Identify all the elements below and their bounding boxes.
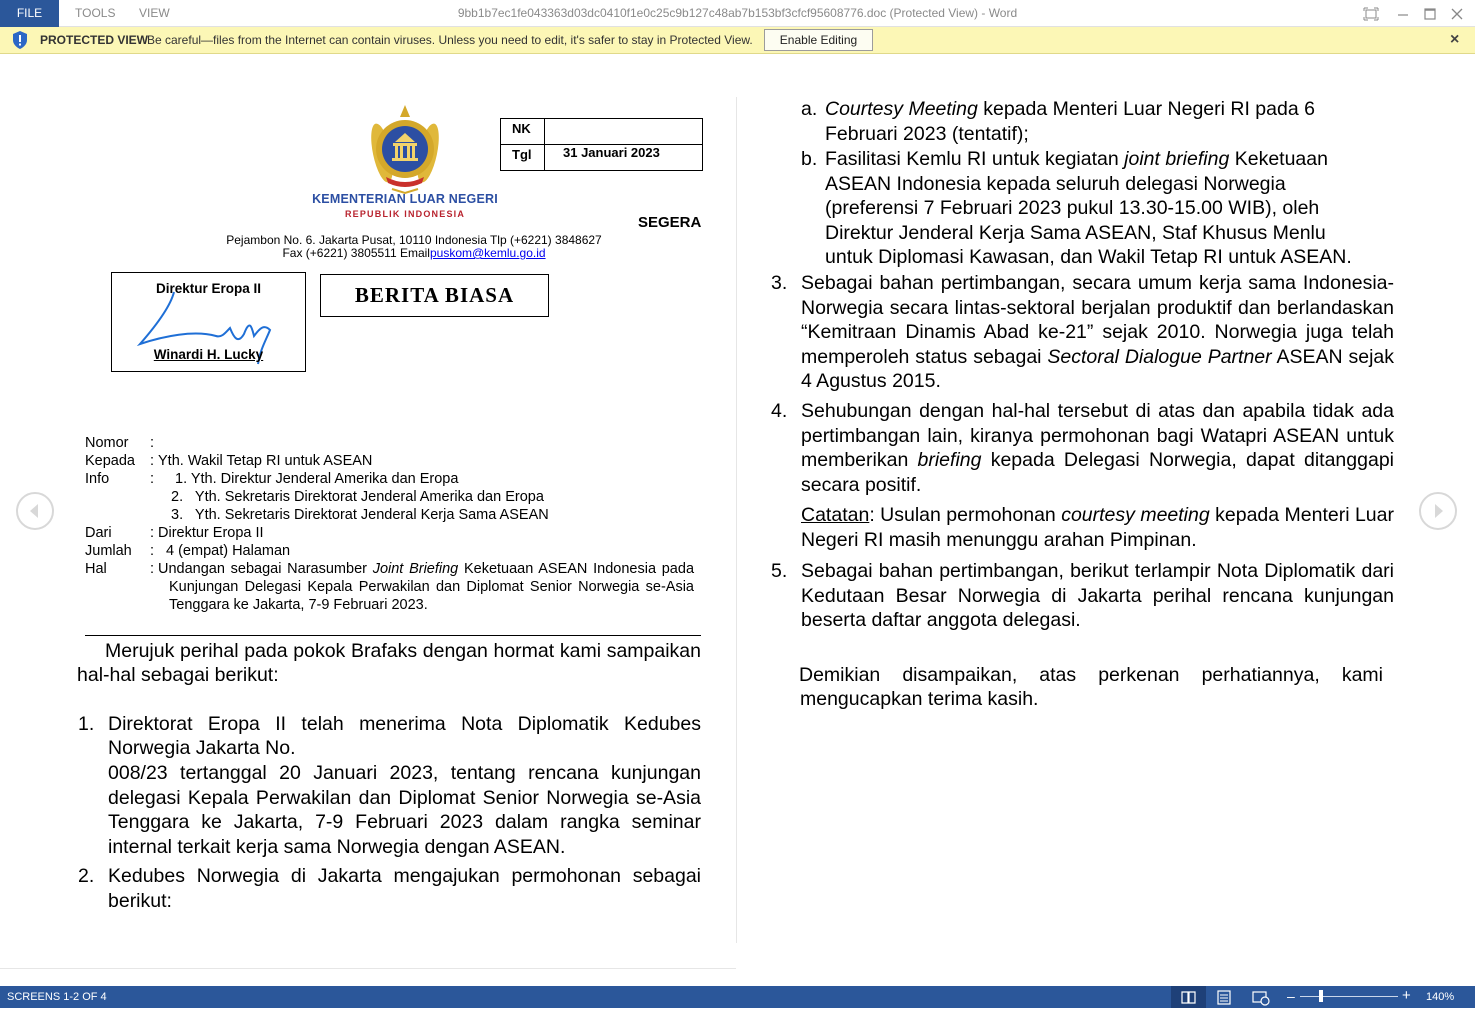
classification-label: BERITA BIASA [354, 283, 515, 307]
paragraph-3-text: Sebagai bahan pertimbangan, secara umum kerja sama Indonesia-Norwegia secara lintas-sektoral berjalan produktif dan berlandaskan “Kemitraan Dinamis Abad ke-21” sejak 2010. Norwegia juga telah memperoleh status sebagai [801, 272, 1394, 368]
hal-text: Keketuaan ASEAN Indonesia pada [458, 561, 695, 577]
paragraph-4 [801, 399, 1394, 497]
nk-label: NK [512, 121, 531, 136]
intro-paragraph: hal-hal sebagai berikut: [77, 664, 279, 686]
paragraph-4-text: kepada Delegasi Norwegia, dapat ditanggapi secara positif. [801, 449, 1394, 496]
note-label: Catatan [801, 504, 870, 526]
closing-paragraph: Demikian disampaikan, atas perkenan perhatiannya, kami [799, 664, 1383, 686]
list-number: 3. [771, 272, 788, 294]
zoom-level[interactable]: 140% [1426, 991, 1455, 1003]
organization-subtitle: REPUBLIK INDONESIA [344, 209, 466, 219]
kepada-label: Kepada [85, 453, 135, 469]
maximize-icon[interactable] [1420, 4, 1440, 24]
zoom-slider-thumb[interactable] [1319, 990, 1323, 1002]
urgency-label: SEGERA [638, 214, 702, 231]
paragraph-4-emphasis: briefing [917, 449, 982, 471]
signer-name: Winardi H. Lucky [153, 347, 264, 362]
print-layout-icon[interactable] [1207, 986, 1242, 1008]
hal-label: Hal [85, 561, 107, 577]
signer-title: Direktur Eropa II [155, 281, 262, 296]
item-b-text: Keketuaan ASEAN Indonesia kepada seluruh delegasi Norwegia (preferensi 7 Februari 2023 pukul 13.30-15.00 WIB), oleh Direktur Jenderal Kerja Sama ASEAN, Staf Khusus Menlu untuk Diplomasi Kawasan, dan Wakil Tetap RI untuk ASEAN. [825, 148, 1352, 268]
tab-file[interactable]: FILE [0, 0, 59, 27]
paragraph-4-text: Sehubungan dengan hal-hal tersebut di atas dan apabila tidak ada pertimbangan lain, kiranya permohonan bagi Watapri ASEAN untuk memberikan [801, 400, 1394, 471]
colon: : [150, 453, 155, 469]
jumlah-value: 4 (empat) Halaman [166, 543, 291, 559]
hal-emphasis: Joint Briefing [372, 561, 459, 577]
fax-email-line [150, 246, 678, 260]
dari-label: Dari [85, 525, 112, 541]
tgl-value: 31 Januari 2023 [563, 145, 660, 160]
tab-view[interactable]: VIEW [139, 6, 170, 20]
item-a-emphasis: Courtesy Meeting [825, 98, 978, 120]
item-b-text: Fasilitasi Kemlu RI untuk kegiatan [825, 148, 1125, 170]
next-screen-button[interactable] [1419, 492, 1457, 530]
protected-view-title: PROTECTED VIEW [40, 33, 149, 47]
item-b-emphasis: joint briefing [1124, 148, 1230, 170]
paragraph-1: Norwegia Jakarta No. [108, 737, 296, 759]
shield-icon [10, 30, 30, 50]
nomor-label: Nomor [85, 435, 129, 451]
paragraph-2: Kedubes Norwegia di Jakarta mengajukan permohonan sebagai berikut: [108, 865, 701, 912]
info-item: 1. Yth. Direktur Jenderal Amerika dan Eropa [175, 471, 459, 487]
paragraph-3 [801, 271, 1394, 394]
info-item: 2. Yth. Sekretaris Direktorat Jenderal Amerika dan Eropa [171, 489, 544, 505]
note-emphasis: courtesy meeting [1061, 504, 1210, 526]
colon: : [150, 471, 155, 487]
note-text: kepada Menteri Luar Negeri RI masih menunggu arahan Pimpinan. [801, 504, 1394, 551]
closing-paragraph: mengucapkan terima kasih. [800, 688, 1039, 710]
table-rule [544, 119, 545, 170]
list-number: 1. [78, 713, 95, 735]
hal-value-line: Tenggara ke Jakarta, 7-9 Februari 2023. [169, 597, 428, 613]
note-paragraph [801, 503, 1394, 552]
list-letter: b. [801, 148, 818, 170]
hal-value-line: Kunjungan Delegasi Kepala Perwakilan dan Diplomat Senior Norwegia se-Asia [169, 579, 694, 595]
status-bar [0, 986, 1475, 1008]
item-a-text: kepada Menteri Luar Negeri RI pada 6 Februari 2023 (tentatif); [825, 98, 1315, 145]
title-bar [0, 0, 1475, 27]
colon: : [150, 561, 155, 577]
signature-box [111, 272, 306, 372]
item-b [825, 147, 1370, 270]
tab-tools[interactable]: TOOLS [75, 6, 116, 20]
garuda-emblem-logo [362, 103, 448, 195]
protected-view-message: Be careful—files from the Internet can contain viruses. Unless you need to edit, it's safer to stay in Protected View. [147, 33, 753, 47]
minimize-icon[interactable] [1393, 4, 1413, 24]
horizontal-rule [85, 635, 701, 636]
paragraph-3-text: ASEAN sejak 4 Agustus 2015. [801, 345, 1395, 392]
intro-paragraph: Merujuk perihal pada pokok Brafaks dengan hormat kami sampaikan [105, 640, 701, 662]
paragraph-5: Sebagai bahan pertimbangan, berikut terlampir Nota Diplomatik dari Kedutaan Besar Norwegia di Jakarta perihal rencana kunjungan beserta daftar anggota delegasi. [801, 560, 1394, 631]
classification-box [320, 274, 549, 317]
paragraph-1-continued: 008/23 tertanggal 20 Januari 2023, tentang rencana kunjungan delegasi Kepala Perwakilan dan Diplomat Senior Norwegia se-Asia Tenggara ke Jakarta, 7-9 Februari 2023 dalam rangka seminar internal terkait kerja sama Norwegia dengan ASEAN. [108, 762, 701, 858]
close-icon[interactable] [1447, 4, 1467, 24]
paragraph-3-emphasis: Sectoral Dialogue Partner [1047, 345, 1272, 368]
zoom-slider-track[interactable] [1300, 996, 1398, 997]
kepada-value: Yth. Wakil Tetap RI untuk ASEAN [158, 453, 373, 469]
address-line: Pejambon No. 6. Jakarta Pusat, 10110 Indonesia Tlp (+6221) 3848627 [226, 233, 602, 247]
list-letter: a. [801, 98, 818, 120]
item-a [825, 97, 1345, 146]
info-label: Info [85, 471, 110, 487]
screen-count: SCREENS 1-2 OF 4 [7, 991, 107, 1003]
zoom-in-button[interactable]: + [1402, 987, 1411, 1004]
web-layout-icon[interactable] [1243, 986, 1278, 1008]
window-title: 9bb1b7ec1fe043363d03dc0410f1e0c25c9b127c48ab7b153bf3cfcf95608776.doc (Protected View) - Word [457, 6, 1018, 20]
protected-view-bar [0, 27, 1475, 54]
document-area [0, 55, 1475, 986]
read-mode-icon[interactable] [1171, 986, 1206, 1008]
view-switcher [1171, 986, 1278, 1008]
tgl-label: Tgl [512, 147, 532, 162]
hal-value-line [158, 560, 694, 578]
email-link[interactable]: puskom@kemlu.go.id [429, 246, 546, 260]
list-number: 4. [771, 400, 788, 422]
page-divider [736, 97, 737, 943]
nk-date-table [500, 118, 703, 171]
close-message-bar-icon[interactable]: × [1450, 31, 1460, 48]
fullscreen-icon[interactable] [1361, 4, 1381, 24]
zoom-out-button[interactable]: – [1287, 988, 1295, 1004]
list-number: 5. [771, 560, 788, 582]
dari-value: Direktur Eropa II [158, 525, 264, 541]
list-number: 2. [78, 865, 95, 887]
note-text: : Usulan permohonan [869, 504, 1062, 526]
jumlah-label: Jumlah [85, 543, 132, 559]
page-bottom-edge [0, 968, 736, 969]
enable-editing-button[interactable]: Enable Editing [764, 29, 873, 51]
colon: : [150, 543, 155, 559]
previous-screen-button[interactable] [16, 492, 54, 530]
organization-name: KEMENTERIAN LUAR NEGERI [312, 192, 498, 206]
colon: : [150, 525, 155, 541]
paragraph-1: Direktorat Eropa II telah menerima Nota Diplomatik Kedubes [108, 713, 701, 735]
info-item: 3. Yth. Sekretaris Direktorat Jenderal Kerja Sama ASEAN [171, 507, 549, 523]
colon: : [150, 435, 155, 451]
hal-text: Undangan sebagai Narasumber [158, 561, 373, 577]
fax-text: Fax (+6221) 3805511 Email [282, 246, 430, 260]
